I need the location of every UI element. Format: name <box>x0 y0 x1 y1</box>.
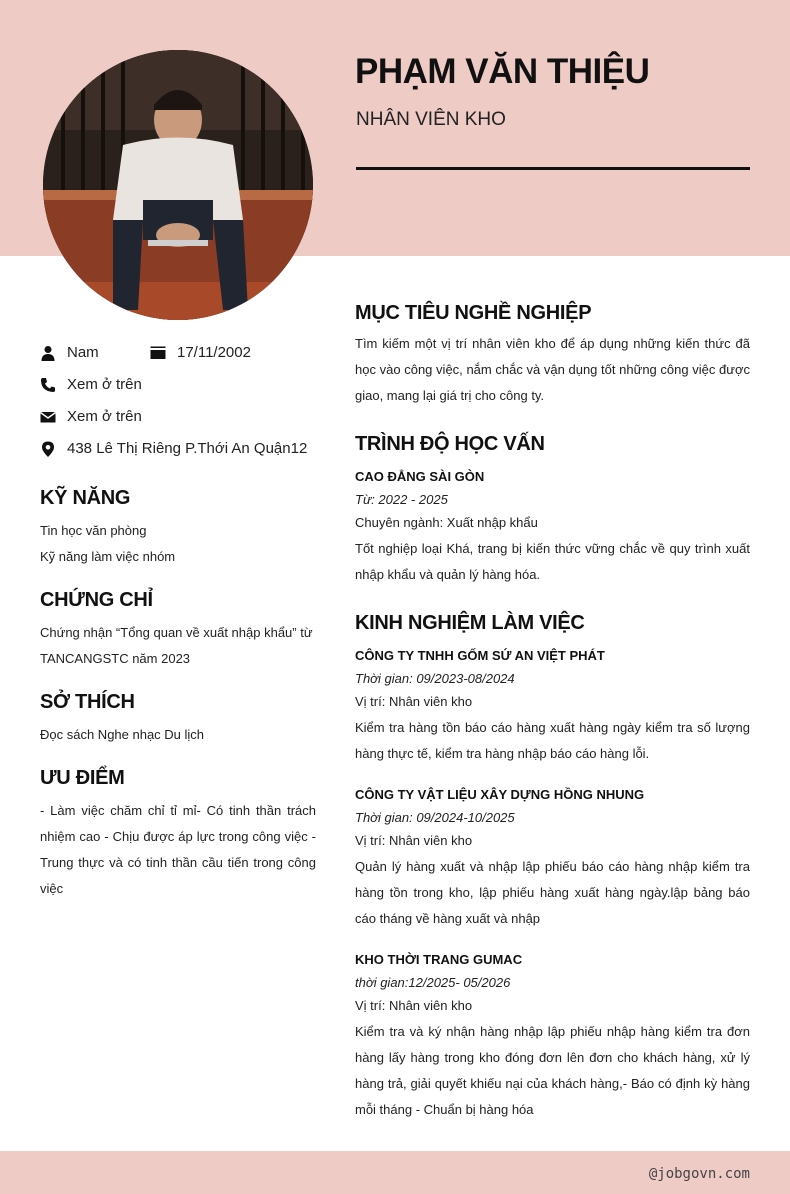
candidate-name: PHẠM VĂN THIỆU <box>355 52 650 91</box>
mail-icon <box>40 409 56 425</box>
contact-phone <box>40 376 142 393</box>
hobbies-heading: SỞ THÍCH <box>40 691 135 713</box>
job-position: Vị trí: Nhân viên kho <box>355 998 473 1013</box>
job-description: Kiểm tra hàng tồn báo cáo hàng xuất hàng ngày kiểm tra số lượng hàng thực tế, kiểm tra hàng nhập báo cáo hàng lỗi. <box>355 720 750 761</box>
address-value: 438 Lê Thị Riêng P.Thới An Quận12 <box>67 440 308 457</box>
job-company: CÔNG TY TNHH GỐM SỨ AN VIỆT PHÁT <box>355 648 605 663</box>
job-period: thời gian:12/2025- 05/2026 <box>355 975 511 990</box>
education-description: Tốt nghiệp loại Khá, trang bị kiến thức vững chắc về quy trình xuất nhập khẩu và quản lý hàng hóa. <box>355 541 750 582</box>
education-heading: TRÌNH ĐỘ HỌC VẤN <box>355 433 545 455</box>
footer-watermark[interactable]: @jobgovn.com <box>648 1166 750 1182</box>
location-pin-icon <box>40 441 56 457</box>
certificates-heading: CHỨNG CHỈ <box>40 589 153 611</box>
skill-item: Tin học văn phòng <box>40 523 147 538</box>
job-period: Thời gian: 09/2024-10/2025 <box>355 810 515 825</box>
profile-photo <box>43 50 313 320</box>
job-period: Thời gian: 09/2023-08/2024 <box>355 671 515 686</box>
certificate-line: TANCANGSTC năm 2023 <box>40 651 191 666</box>
job-company: KHO THỜI TRANG GUMAC <box>355 952 523 967</box>
gender-value: Nam <box>67 344 99 361</box>
calendar-icon <box>150 345 166 361</box>
job-position: Vị trí: Nhân viên kho <box>355 694 473 709</box>
objective-text: Tìm kiếm một vị trí nhân viên kho để áp dụng những kiến thức đã học vào công việc, nắm chắc và vận dụng tốt những công việc được giao, mang lại giá trị cho công ty. <box>355 336 750 403</box>
job-company: CÔNG TY VẬT LIỆU XÂY DỰNG HỒNG NHUNG <box>355 787 645 802</box>
contact-birthday <box>150 344 251 361</box>
phone-icon <box>40 377 56 393</box>
hobbies-text: Đọc sách Nghe nhạc Du lịch <box>40 727 205 742</box>
contact-address <box>40 440 307 457</box>
person-icon <box>40 345 56 361</box>
strengths-text: - Làm việc chăm chỉ tỉ mỉ- Có tinh thần trách nhiệm cao - Chịu được áp lực trong công việc - Trung thực và có tinh thần cầu tiến trong công việc <box>40 803 316 896</box>
candidate-job-title: NHÂN VIÊN KHO <box>356 109 506 130</box>
education-major: Chuyên ngành: Xuất nhập khẩu <box>355 515 538 530</box>
birthday-value: 17/11/2002 <box>177 344 251 361</box>
email-value: Xem ở trên <box>67 408 142 425</box>
title-divider <box>356 167 750 170</box>
school-name: CAO ĐẲNG SÀI GÒN <box>355 469 485 484</box>
job-position: Vị trí: Nhân viên kho <box>355 833 473 848</box>
experience-heading: KINH NGHIỆM LÀM VIỆC <box>355 612 585 634</box>
education-period: Từ: 2022 - 2025 <box>355 492 448 507</box>
job-description: Quản lý hàng xuất và nhập lập phiếu báo cáo hàng nhập kiểm tra hàng tồn trong kho, lập phiếu hàng xuất hàng ngày.lập bảng báo cáo tháng về hàng xuất và nhập <box>355 859 750 926</box>
phone-value: Xem ở trên <box>67 376 142 393</box>
objective-heading: MỤC TIÊU NGHỀ NGHIỆP <box>355 302 592 324</box>
contact-email <box>40 408 142 425</box>
job-description: Kiểm tra và ký nhận hàng nhập lập phiếu nhập hàng kiểm tra đơn hàng lấy hàng trong kho đóng đơn lên đơn cho khách hàng, xử lý hàng trả, giải quyết khiếu nại của khách hàng,- Báo có định kỳ hàng mỗi tháng - Chuẩn bị hàng hóa <box>355 1024 750 1117</box>
strengths-heading: ƯU ĐIỂM <box>40 767 125 789</box>
skill-item: Kỹ năng làm việc nhóm <box>40 549 176 564</box>
certificate-line: Chứng nhận “Tổng quan về xuất nhập khẩu” từ <box>40 625 313 640</box>
skills-heading: KỸ NĂNG <box>40 487 131 509</box>
contact-gender <box>40 344 99 361</box>
